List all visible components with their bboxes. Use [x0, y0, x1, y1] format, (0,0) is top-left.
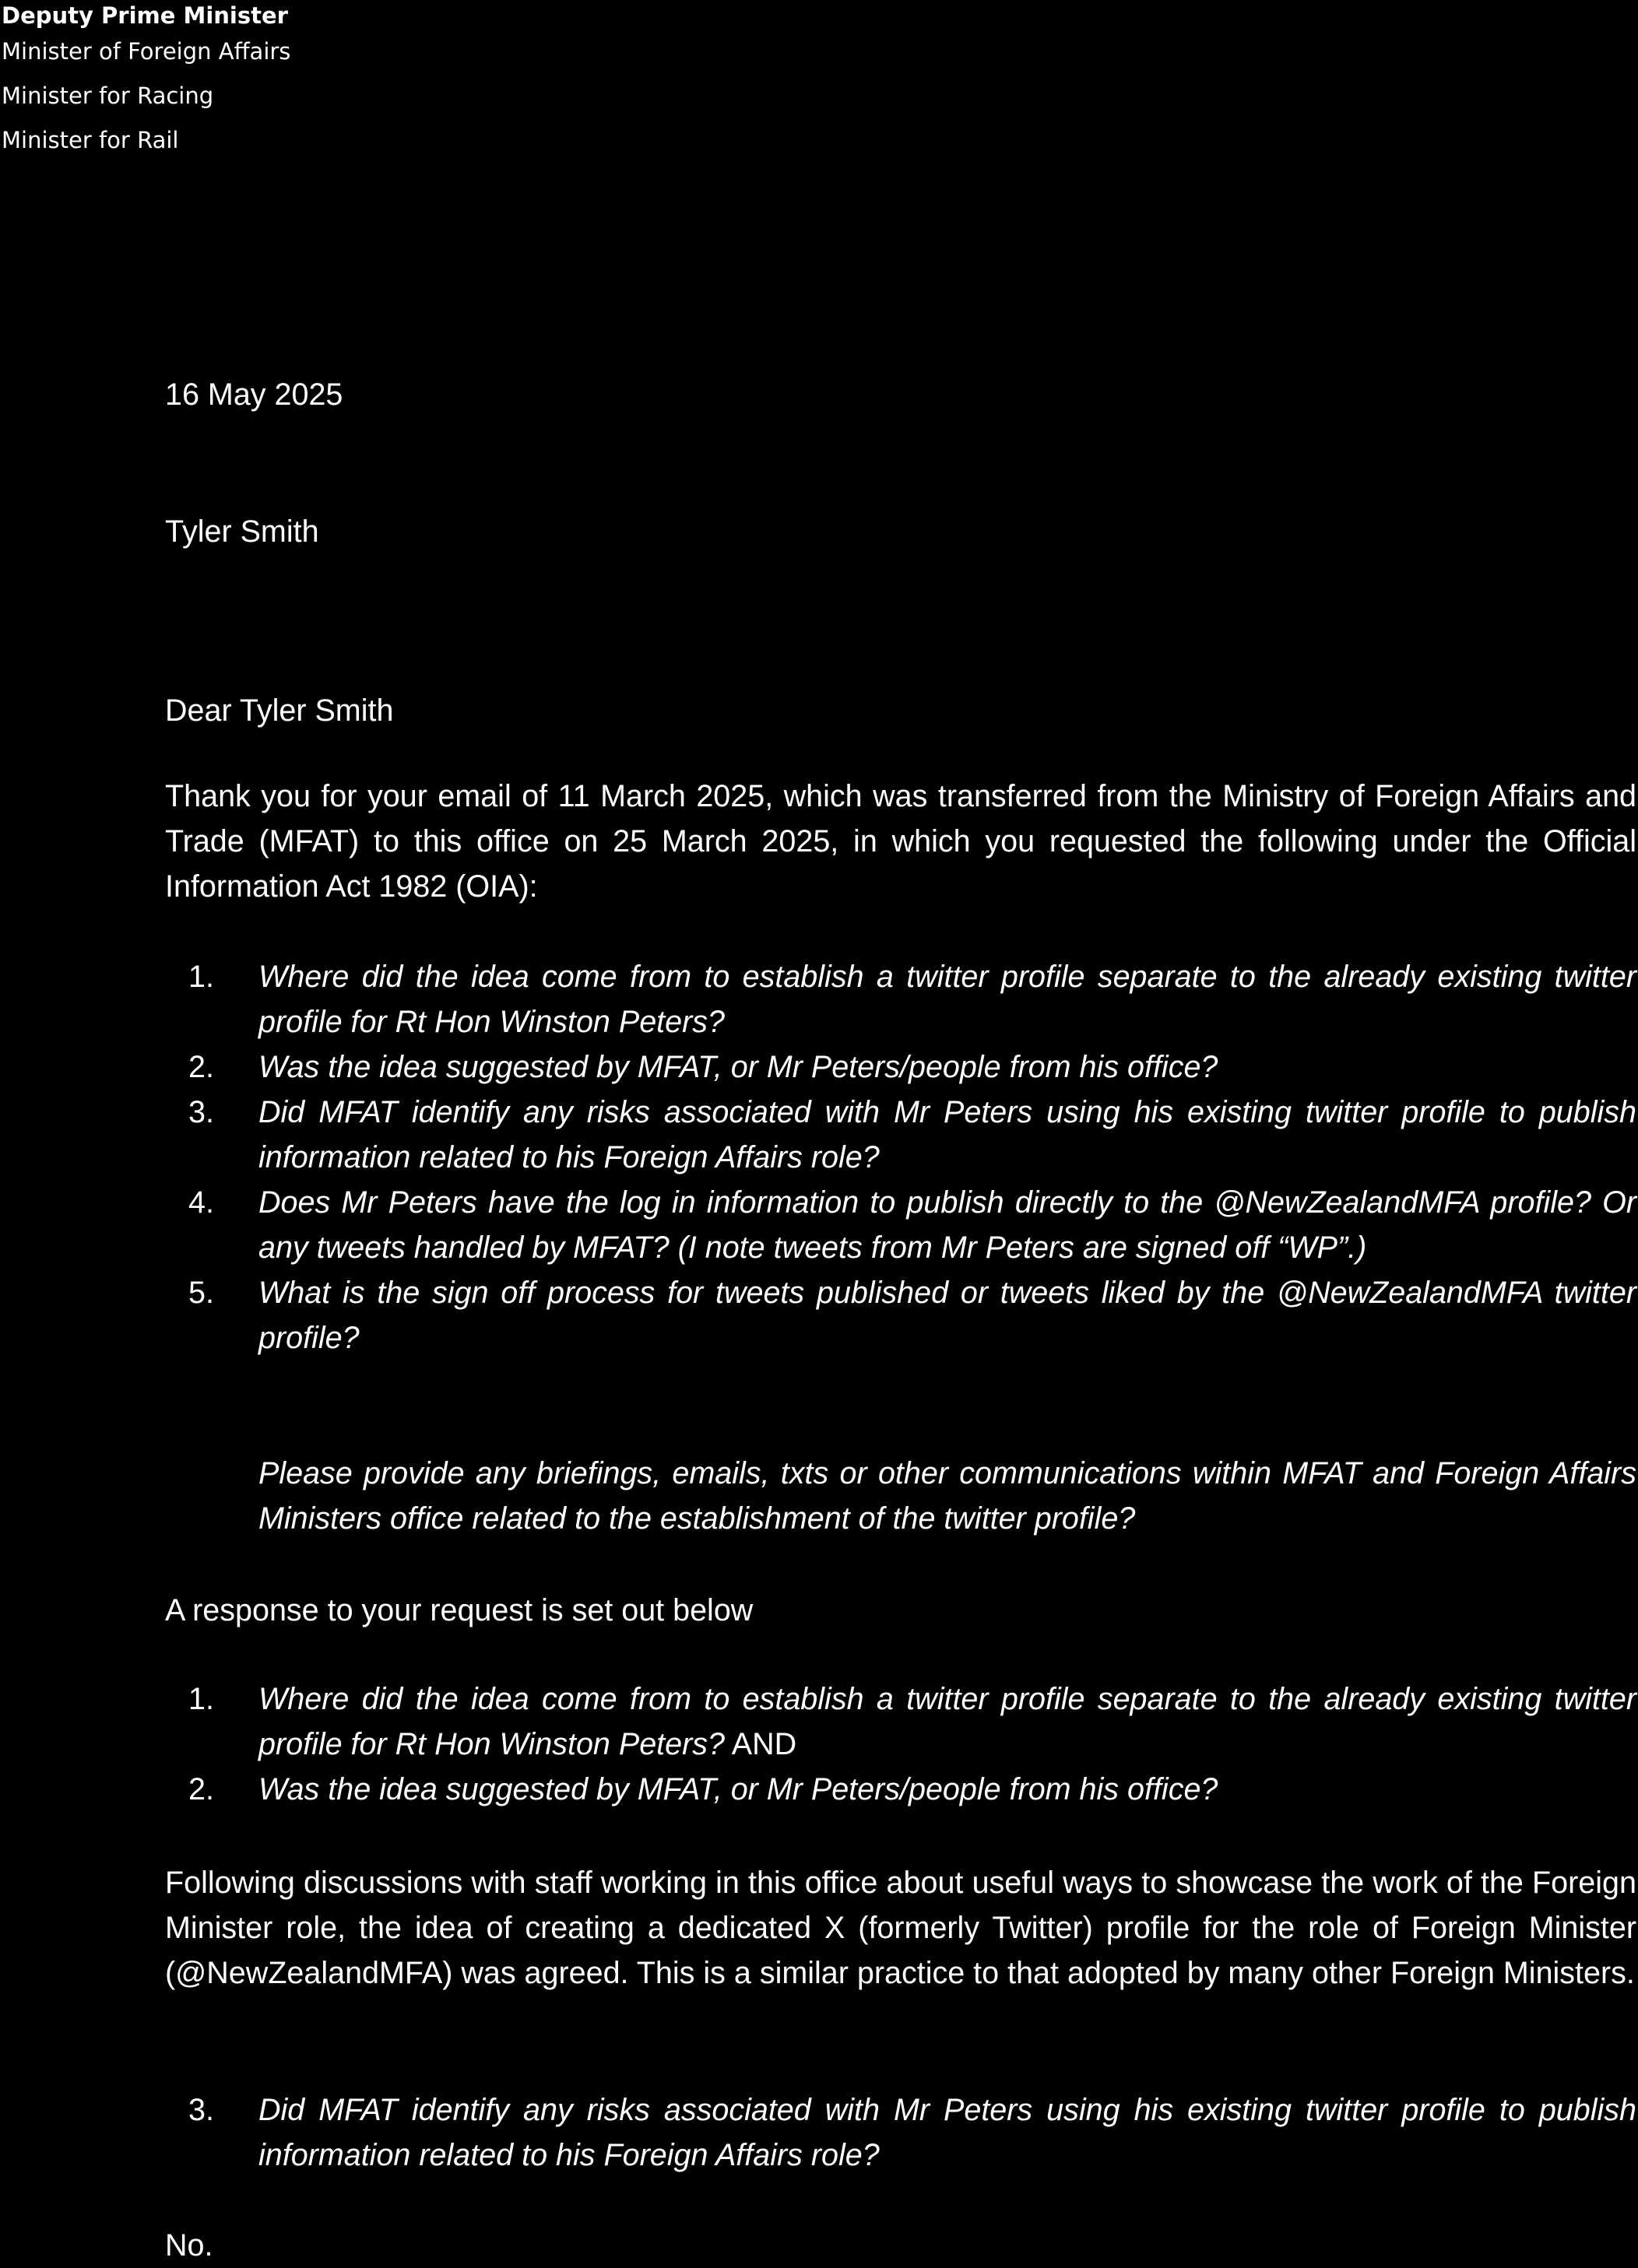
question-number: 1. [188, 960, 214, 994]
question-number: 5. [188, 1276, 214, 1310]
list-item [165, 1090, 1636, 1180]
response-questions-list [165, 1676, 1636, 1812]
question-text: Did MFAT identify any risks associated with Mr Peters using his existing twitter profile to publish information related to his Foreign Affairs role? [258, 1095, 1636, 1174]
list-item [165, 1767, 1636, 1812]
question-text: Did MFAT identify any risks associated with Mr Peters using his existing twitter profile to publish information related to his Foreign Affairs role? [258, 2093, 1636, 2172]
list-item [165, 1270, 1636, 1360]
list-item [165, 1180, 1636, 1270]
question-number: 1. [188, 1682, 214, 1716]
list-item [165, 2087, 1636, 2178]
salutation: Dear Tyler Smith [165, 693, 394, 728]
question-number: 3. [188, 1095, 214, 1129]
request-questions-list [165, 954, 1636, 1360]
question-text: Where did the idea come from to establish a twitter profile separate to the already existing twitter profile for Rt Hon Winston Peters? [258, 960, 1636, 1039]
letterhead-portfolio: Minister for Racing [2, 83, 214, 109]
answer-paragraph: Following discussions with staff working in this office about useful ways to showcase the work of the Foreign Minister role, the idea of creating a dedicated X (formerly Twitter) profile for the role of Foreign Minister (@NewZealandMFA) was agreed. This is a similar practice to that adopted by many other Foreign Ministers. [165, 1866, 1636, 1990]
extra-request-paragraph: Please provide any briefings, emails, txts or other communications within MFAT and Foreign Affairs Ministers office related to the establishment of the twitter profile? [258, 1456, 1636, 1536]
letterhead [2, 2, 290, 163]
response-intro: A response to your request is set out below [165, 1593, 754, 1627]
question-text: Does Mr Peters have the log in information to publish directly to the @NewZealandMFA profile? Or any tweets handled by MFAT? (I note tweets from Mr Peters are signed off “WP”.) [258, 1185, 1636, 1265]
question-suffix: AND [724, 1727, 797, 1761]
question-number: 2. [188, 1050, 214, 1084]
response-questions-list [165, 2087, 1636, 2178]
letterhead-portfolio: Minister of Foreign Affairs [2, 38, 291, 65]
question-text: Where did the idea come from to establish a twitter profile separate to the already existing twitter profile for Rt Hon Winston Peters? [258, 1682, 1636, 1761]
list-item [165, 1044, 1636, 1090]
recipient-name: Tyler Smith [165, 514, 319, 549]
list-item [165, 1676, 1636, 1767]
question-number: 3. [188, 2093, 214, 2127]
question-number: 2. [188, 1772, 214, 1806]
letterhead-portfolio: Minister for Rail [2, 127, 179, 153]
question-number: 4. [188, 1185, 214, 1220]
letter-date: 16 May 2025 [165, 377, 343, 412]
intro-paragraph: Thank you for your email of 11 March 2025, which was transferred from the Ministry of Foreign Affairs and Trade (MFAT) to this office on 25 March 2025, in which you requested the following under the Official Information Act 1982 (OIA): [165, 779, 1636, 904]
question-text: What is the sign off process for tweets published or tweets liked by the @NewZealandMFA twitter profile? [258, 1276, 1636, 1355]
question-text: Was the idea suggested by MFAT, or Mr Peters/people from his office? [258, 1772, 1218, 1806]
answer-paragraph: No. [165, 2228, 213, 2263]
list-item [165, 954, 1636, 1044]
question-text: Was the idea suggested by MFAT, or Mr Peters/people from his office? [258, 1050, 1218, 1084]
letterhead-title: Deputy Prime Minister [2, 2, 288, 29]
